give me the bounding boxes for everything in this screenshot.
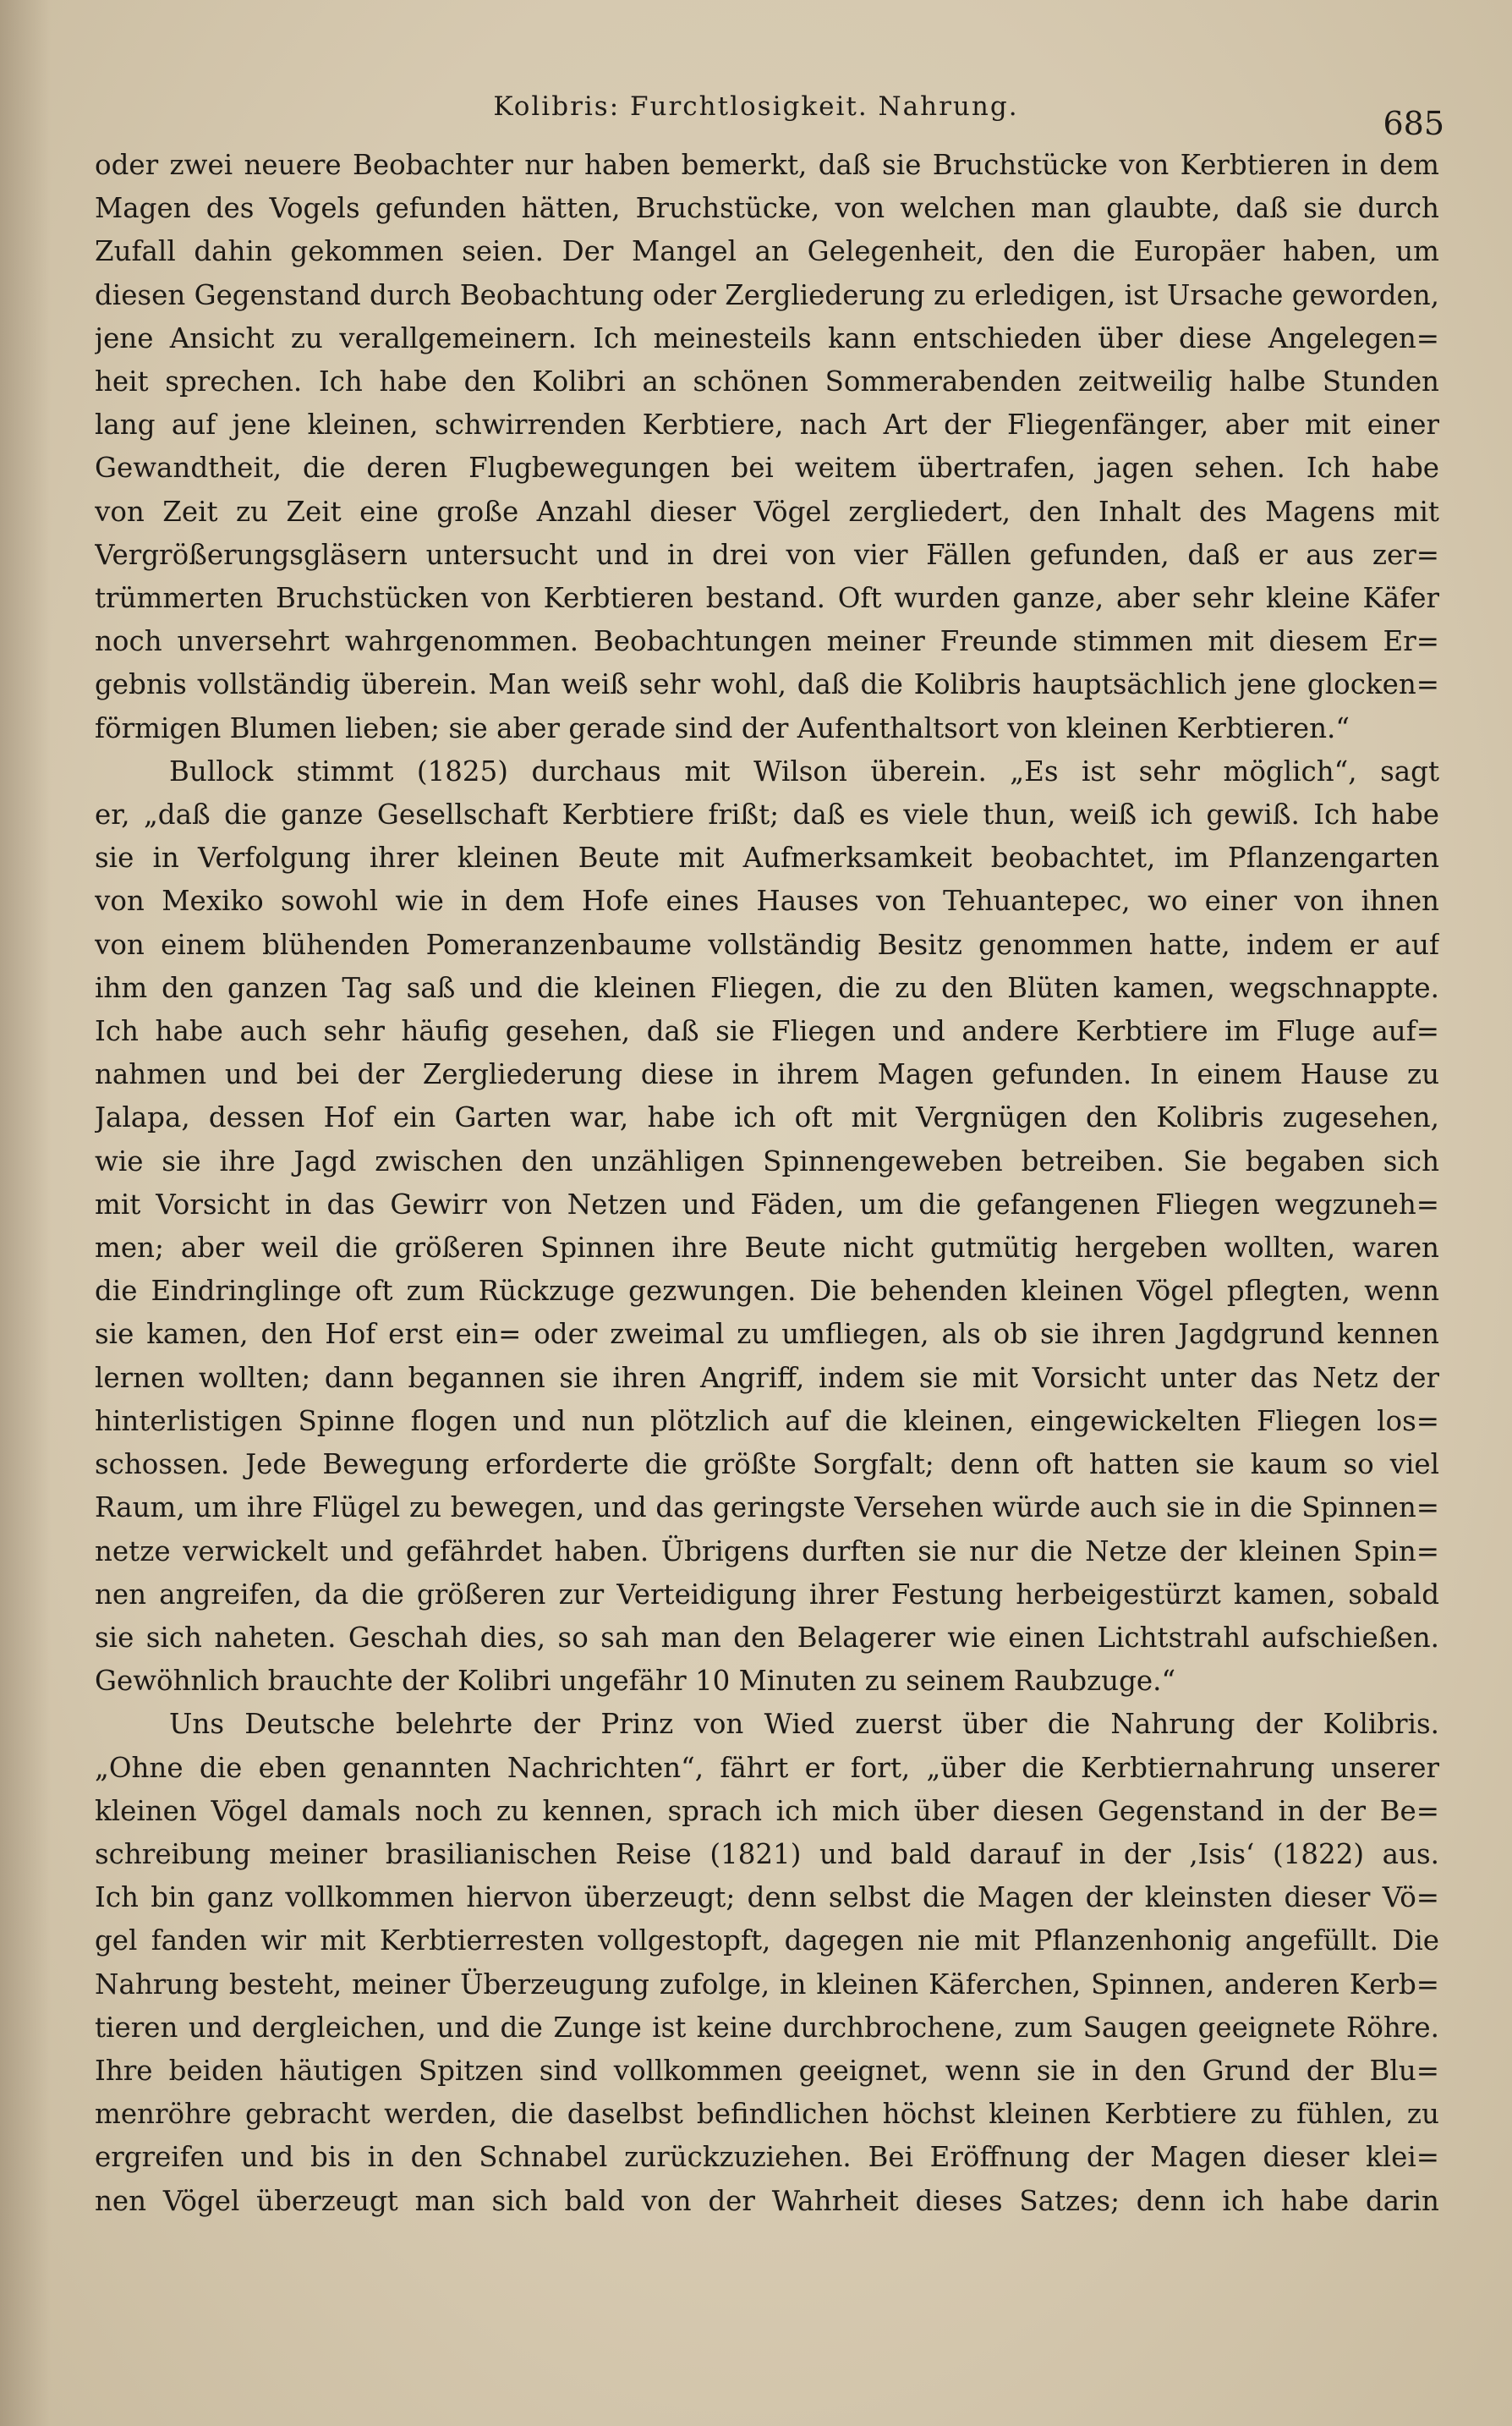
text-line: Zufall dahin gekommen seien. Der Mangel an Gelegenheit, den die Europäer haben, um xyxy=(95,235,1439,268)
paragraph-start-line: Uns Deutsche belehrte der Prinz von Wied zuerst über die Nahrung der Kolibris. xyxy=(169,1708,1439,1741)
running-head: Kolibris: Furchtlosigkeit. Nahrung. xyxy=(493,91,1019,122)
text-line: schossen. Jede Bewegung erforderte die größte Sorgfalt; denn oft hatten sie kaum so viel xyxy=(95,1448,1439,1481)
text-line: nen Vögel überzeugt man sich bald von der Wahrheit dieses Satzes; denn ich habe darin xyxy=(95,2184,1439,2217)
text-line: jene Ansicht zu verallgemeinern. Ich meinesteils kann entschieden über diese Angelegen= xyxy=(95,321,1439,354)
text-line: Nahrung besteht, meiner Überzeugung zufolge, in kleinen Käferchen, Spinnen, anderen Kerb= xyxy=(95,1968,1439,2001)
text-line: förmigen Blumen lieben; sie aber gerade sind der Aufenthaltsort von kleinen Kerbtieren.“ xyxy=(95,711,1350,744)
text-line: tieren und dergleichen, und die Zunge ist keine durchbrochene, zum Saugen geeignete Röhre. xyxy=(95,2011,1439,2044)
text-line: von Mexiko sowohl wie in dem Hofe eines Hauses von Tehuantepec, wo einer von ihnen xyxy=(95,885,1439,918)
body-text xyxy=(95,144,1439,2223)
text-line: oder zwei neuere Beobachter nur haben bemerkt, daß sie Bruchstücke von Kerbtieren in dem xyxy=(95,149,1439,181)
text-line: nen angreifen, da die größeren zur Verteidigung ihrer Festung herbeigestürzt kamen, sobald xyxy=(95,1578,1439,1611)
text-line: kleinen Vögel damals noch zu kennen, sprach ich mich über diesen Gegenstand in der Be= xyxy=(95,1794,1439,1827)
text-line: Gewandtheit, die deren Flugbewegungen bei weitem übertrafen, jagen sehen. Ich habe xyxy=(95,452,1439,485)
gutter-shadow xyxy=(0,0,51,2426)
paragraph-start-line: Bullock stimmt (1825) durchaus mit Wilson überein. „Es ist sehr möglich“, sagt xyxy=(169,755,1439,788)
text-line: von Zeit zu Zeit eine große Anzahl dieser Vögel zergliedert, den Inhalt des Magens mit xyxy=(95,495,1439,528)
text-line: menröhre gebracht werden, die daselbst befindlichen höchst kleinen Kerbtiere zu fühlen, zu xyxy=(95,2098,1439,2131)
text-line: er, „daß die ganze Gesellschaft Kerbtiere frißt; daß es viele thun, weiß ich gewiß. Ich habe xyxy=(95,799,1439,832)
text-line: Jalapa, dessen Hof ein Garten war, habe ich oft mit Vergnügen den Kolibris zugesehen, xyxy=(95,1101,1439,1134)
text-line: Vergrößerungsgläsern untersucht und in drei von vier Fällen gefunden, daß er aus zer= xyxy=(95,538,1439,571)
text-line: sie in Verfolgung ihrer kleinen Beute mit Aufmerksamkeit beobachtet, im Pflanzengarten xyxy=(95,842,1439,875)
text-line: von einem blühenden Pomeranzenbaume vollständig Besitz genommen hatte, indem er auf xyxy=(95,928,1439,961)
text-line: ergreifen und bis in den Schnabel zurückzuziehen. Bei Eröffnung der Magen dieser klei= xyxy=(95,2141,1439,2174)
text-line: lang auf jene kleinen, schwirrenden Kerbtiere, nach Art der Fliegenfänger, aber mit einer xyxy=(95,409,1439,442)
text-line: Ihre beiden häutigen Spitzen sind vollkommen geeignet, wenn sie in den Grund der Blu= xyxy=(95,2054,1439,2087)
text-line: Magen des Vogels gefunden hätten, Bruchstücke, von welchen man glaubte, daß sie durch xyxy=(95,192,1439,225)
text-line: schreibung meiner brasilianischen Reise (1821) und bald darauf in der ‚Isis‘ (1822) aus. xyxy=(95,1837,1439,1870)
text-line: ihm den ganzen Tag saß und die kleinen Fliegen, die zu den Blüten kamen, wegschnappte. xyxy=(95,971,1439,1004)
text-line: wie sie ihre Jagd zwischen den unzähligen Spinnengeweben betreiben. Sie begaben sich xyxy=(95,1144,1439,1177)
text-line: diesen Gegenstand durch Beobachtung oder Zergliederung zu erledigen, ist Ursache geworden, xyxy=(95,278,1439,311)
text-line: gebnis vollständig überein. Man weiß sehr wohl, daß die Kolibris hauptsächlich jene glocken= xyxy=(95,668,1439,701)
text-line: mit Vorsicht in das Gewirr von Netzen und Fäden, um die gefangenen Fliegen wegzuneh= xyxy=(95,1188,1439,1221)
text-line: noch unversehrt wahrgenommen. Beobachtungen meiner Freunde stimmen mit diesem Er= xyxy=(95,625,1439,658)
text-line: Ich habe auch sehr häufig gesehen, daß sie Fliegen und andere Kerbtiere im Fluge auf= xyxy=(95,1015,1439,1048)
text-line: trümmerten Bruchstücken von Kerbtieren bestand. Oft wurden ganze, aber sehr kleine Käfer xyxy=(95,582,1439,615)
text-line: Raum, um ihre Flügel zu bewegen, und das geringste Versehen würde auch sie in die Spinnen= xyxy=(95,1491,1439,1524)
text-line: lernen wollten; dann begannen sie ihren Angriff, indem sie mit Vorsicht unter das Netz der xyxy=(95,1361,1439,1394)
text-line: hinterlistigen Spinne flogen und nun plötzlich auf die kleinen, eingewickelten Fliegen los= xyxy=(95,1404,1439,1437)
text-line: „Ohne die eben genannten Nachrichten“, fährt er fort, „über die Kerbtiernahrung unserer xyxy=(95,1751,1439,1784)
page-number: 685 xyxy=(1383,105,1444,142)
text-line: gel fanden wir mit Kerbtierresten vollgestopft, dagegen nie mit Pflanzenhonig angefüllt. Die xyxy=(95,1924,1439,1957)
text-line: netze verwickelt und gefährdet haben. Übrigens durften sie nur die Netze der kleinen Spin= xyxy=(95,1534,1439,1567)
text-line: Ich bin ganz vollkommen hiervon überzeugt; denn selbst die Magen der kleinsten dieser Vö= xyxy=(95,1881,1439,1914)
text-line: sie sich naheten. Geschah dies, so sah man den Belagerer wie einen Lichtstrahl aufschießen. xyxy=(95,1621,1439,1654)
text-line: die Eindringlinge oft zum Rückzuge gezwungen. Die behenden kleinen Vögel pflegten, wenn xyxy=(95,1275,1439,1308)
text-line: sie kamen, den Hof erst ein= oder zweimal zu umfliegen, als ob sie ihren Jagdgrund kennen xyxy=(95,1318,1439,1351)
text-line: nahmen und bei der Zergliederung diese in ihrem Magen gefunden. In einem Hause zu xyxy=(95,1058,1439,1091)
text-line: Gewöhnlich brauchte der Kolibri ungefähr 10 Minuten zu seinem Raubzuge.“ xyxy=(95,1665,1176,1698)
text-line: heit sprechen. Ich habe den Kolibri an schönen Sommerabenden zeitweilig halbe Stunden xyxy=(95,365,1439,398)
text-line: men; aber weil die größeren Spinnen ihre Beute nicht gutmütig hergeben wollten, waren xyxy=(95,1232,1439,1265)
